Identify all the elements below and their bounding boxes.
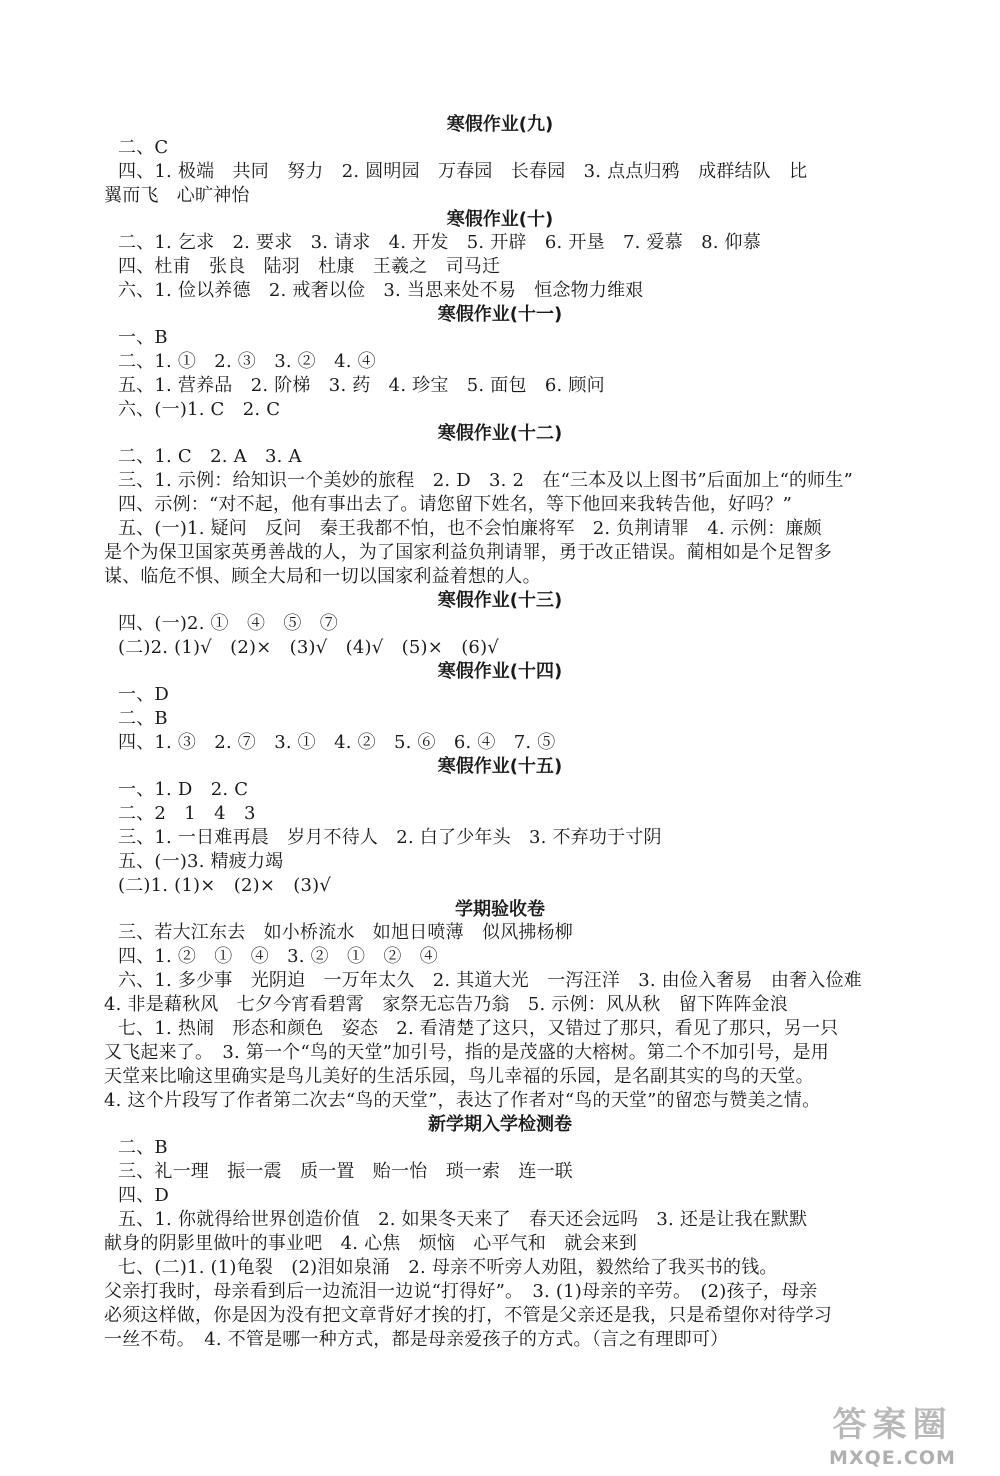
answer-line: 必须这样做，你是因为没有把文章背好才挨的打，不管是父亲还是我，只是希望你对待学习 <box>104 1305 832 1326</box>
watermark-logo <box>800 1405 990 1471</box>
answer-line: 谋、临危不惧、顾全大局和一切以国家利益着想的人。 <box>104 566 541 587</box>
answer-line: 六、(一)1. C 2. C <box>118 399 281 420</box>
answer-line: (二)2. (1)√ (2)× (3)√ (4)√ (5)× (6)√ <box>118 637 499 658</box>
section-title: 新学期入学检测卷 <box>428 1114 572 1135</box>
answer-line: 一丝不苟。 4. 不管是哪一种方式，都是母亲爱孩子的方式。（言之有理即可） <box>104 1329 729 1350</box>
answer-line: 五、(一)1. 疑问 反问 秦王我都不怕，也不会怕廉将军 2. 负荆请罪 4. 示例：廉颇 <box>118 518 822 539</box>
answer-line: (二)1. (1)× (2)× (3)√ <box>118 875 332 896</box>
section-title: 寒假作业(九) <box>446 114 554 135</box>
answer-line: 三、礼一理 振一震 质一置 贻一怡 琐一索 连一联 <box>118 1161 573 1182</box>
answer-line: 二、1. ① 2. ③ 3. ② 4. ④ <box>118 351 376 372</box>
section-title: 寒假作业(十二) <box>437 423 563 444</box>
answer-line: 是个为保卫国家英勇善战的人，为了国家利益负荆请罪，勇于改正错误。蔺相如是个足智多 <box>104 542 832 563</box>
section-title: 寒假作业(十五) <box>437 756 563 777</box>
answer-line: 一、D <box>118 684 170 705</box>
answer-line: 六、1. 俭以养德 2. 戒奢以俭 3. 当思来处不易 恒念物力维艰 <box>118 280 644 301</box>
answer-line: 三、1. 示例：给知识一个美妙的旅程 2. D 3. 2 在“三本及以上图书”后面加上“的师生” <box>118 470 853 491</box>
section-title: 寒假作业(十) <box>446 209 554 230</box>
answer-line: 三、若大江东去 如小桥流水 如旭日喷薄 似风拂杨柳 <box>118 922 573 943</box>
answer-line: 五、(一)3. 精疲力竭 <box>118 851 284 872</box>
answer-line: 4. 这个片段写了作者第二次去“鸟的天堂”，表达了作者对“鸟的天堂”的留恋与赞美之情。 <box>104 1090 821 1111</box>
answer-line: 六、1. 多少事 光阴迫 一万年太久 2. 其道大光 一泻汪洋 3. 由俭入奢易 由奢入俭难 <box>118 970 862 991</box>
section-title: 寒假作业(十四) <box>437 661 563 682</box>
answer-line: 一、B <box>118 327 168 348</box>
answer-line: 二、2 1 4 3 <box>118 803 256 824</box>
answer-line: 翼而飞 心旷神怡 <box>104 185 250 206</box>
answer-line: 七、(二)1. (1)龟裂 (2)泪如泉涌 2. 母亲不听旁人劝阻，毅然给了我买书的钱。 <box>118 1257 778 1278</box>
section-title: 学期验收卷 <box>455 899 545 920</box>
answer-line: 二、B <box>118 1137 168 1158</box>
answer-line: 4. 非是藉秋风 七夕今宵看碧霄 家祭无忘告乃翁 5. 示例：风从秋 留下阵阵金浪 <box>104 994 788 1015</box>
answer-line: 四、(一)2. ① ④ ⑤ ⑦ <box>118 613 338 634</box>
answer-line: 天堂来比喻这里确实是鸟儿美好的生活乐园，鸟儿幸福的乐园，是名副其实的鸟的天堂。 <box>104 1066 814 1087</box>
section-title: 寒假作业(十一) <box>437 304 563 325</box>
answer-line: 四、1. ② ① ④ 3. ② ① ② ④ <box>118 946 438 967</box>
answer-line: 二、1. C 2. A 3. A <box>118 446 302 467</box>
answer-line: 五、1. 营养品 2. 阶梯 3. 药 4. 珍宝 5. 面包 6. 顾问 <box>118 375 605 396</box>
answer-line: 五、1. 你就得给世界创造价值 2. 如果冬天来了 春天还会远吗 3. 还是让我在默默 <box>118 1209 808 1230</box>
answer-line: 又飞起来了。 3. 第一个“鸟的天堂”加引号，指的是茂盛的大榕树。第二个不加引号，是用 <box>104 1042 829 1063</box>
answer-line: 献身的阴影里做叶的事业吧 4. 心焦 烦恼 心平气和 就会来到 <box>104 1233 638 1254</box>
section-title: 寒假作业(十三) <box>437 590 563 611</box>
answer-line: 三、1. 一日难再晨 岁月不待人 2. 白了少年头 3. 不弃功于寸阴 <box>118 827 662 848</box>
watermark-logo-text: 答案圈 <box>832 1405 953 1445</box>
answer-line: 四、杜甫 张良 陆羽 杜康 王羲之 司马迁 <box>118 256 501 277</box>
answer-line: 四、1. ③ 2. ⑦ 3. ① 4. ② 5. ⑥ 6. ④ 7. ⑤ <box>118 732 556 753</box>
answer-line: 四、D <box>118 1185 170 1206</box>
watermark-url: MXQE.COM <box>829 1447 956 1469</box>
answer-line: 二、C <box>118 137 169 158</box>
answer-line: 一、1. D 2. C <box>118 779 249 800</box>
answer-line: 四、1. 极端 共同 努力 2. 圆明园 万春园 长春园 3. 点点归鸦 成群结队 比 <box>118 161 808 182</box>
answer-line: 七、1. 热闹 形态和颜色 姿态 2. 看清楚了这只，又错过了那只，看见了那只，另一只 <box>118 1018 839 1039</box>
answer-line: 二、B <box>118 708 168 729</box>
answer-line: 二、1. 乞求 2. 要求 3. 请求 4. 开发 5. 开辟 6. 开垦 7. 爱慕 8. 仰慕 <box>118 232 761 253</box>
answer-line: 父亲打我时，母亲看到后一边流泪一边说“打得好”。 3. (1)母亲的辛劳。 (2)孩子，母亲 <box>104 1281 818 1302</box>
answer-line: 四、示例：“对不起，他有事出去了。请您留下姓名，等下他回来我转告他，好吗？” <box>118 494 793 515</box>
